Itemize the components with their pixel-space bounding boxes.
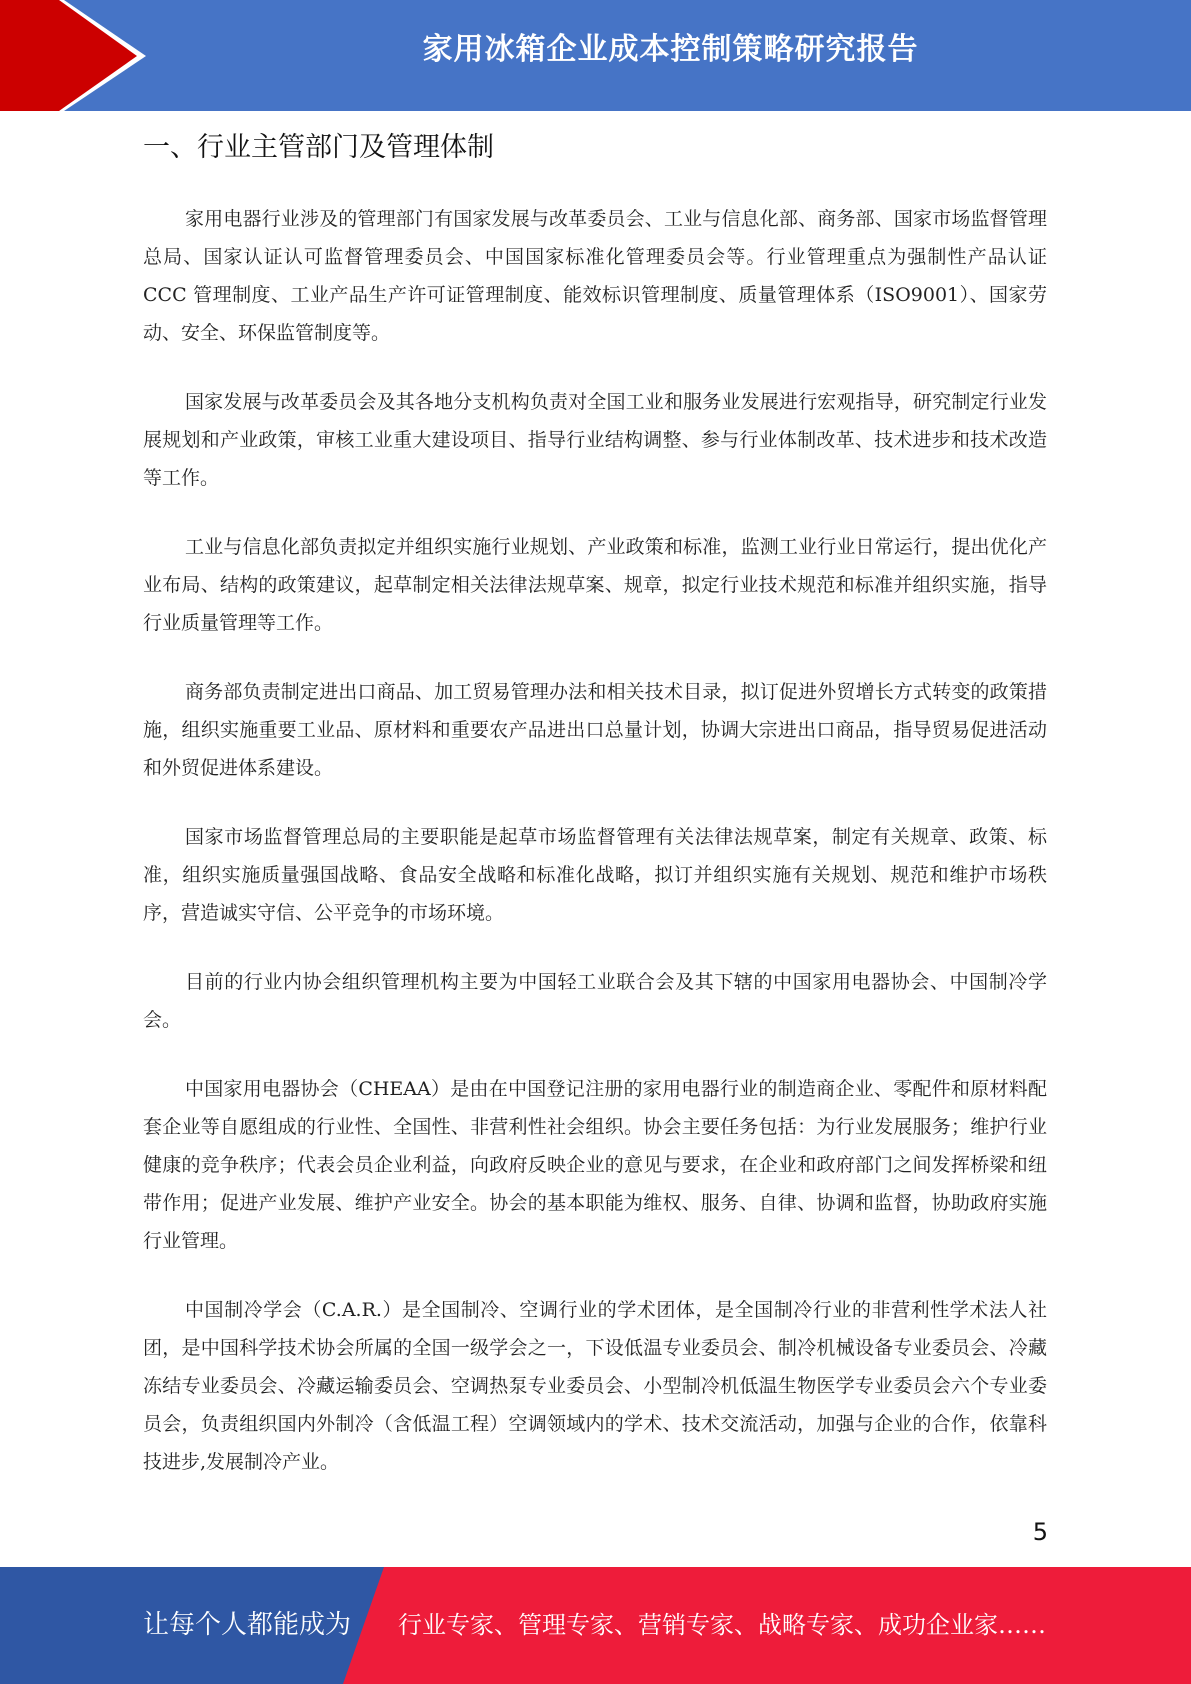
main-content [143,128,1047,1512]
page-number: 5 [1032,1518,1048,1546]
paragraph-3: 工业与信息化部负责拟定并组织实施行业规划、产业政策和标准，监测工业行业日常运行，提出优化产业布局、结构的政策建议，起草制定相关法律法规草案、规章，拟定行业技术规范和标准并组织实施，指导行业质量管理等工作。 [143,536,1047,634]
paragraph-2: 国家发展与改革委员会及其各地分支机构负责对全国工业和服务业发展进行宏观指导，研究制定行业发展规划和产业政策，审核工业重大建设项目、指导行业结构调整、参与行业体制改革、技术进步和技术改造等工作。 [143,391,1047,489]
paragraph-6: 目前的行业内协会组织管理机构主要为中国轻工业联合会及其下辖的中国家用电器协会、中国制冷学会。 [143,971,1047,1031]
paragraph-5: 国家市场监督管理总局的主要职能是起草市场监督管理有关法律法规草案，制定有关规章、政策、标准，组织实施质量强国战略、食品安全战略和标准化战略，拟订并组织实施有关规划、规范和维护市场秩序，营造诚实守信、公平竞争的市场环境。 [143,826,1047,924]
footer-slogan-left: 让每个人都能成为 [143,1610,352,1640]
paragraph-1: 家用电器行业涉及的管理部门有国家发展与改革委员会、工业与信息化部、商务部、国家市场监督管理总局、国家认证认可监督管理委员会、中国国家标准化管理委员会等。行业管理重点为强制性产品认证 CCC 管理制度、工业产品生产许可证管理制度、能效标识管理制度、质量管理体系（ISO9001）、国家劳动、安全、环保监管制度等。 [143,208,1047,344]
footer-slogan-right: 行业专家、管理专家、营销专家、战略专家、成功企业家…… [398,1611,1046,1639]
page-footer [0,1567,1191,1684]
paragraph-4: 商务部负责制定进出口商品、加工贸易管理办法和相关技术目录，拟订促进外贸增长方式转变的政策措施，组织实施重要工业品、原材料和重要农产品进出口总量计划，协调大宗进出口商品，指导贸易促进活动和外贸促进体系建设。 [143,681,1047,779]
document-title: 家用冰箱企业成本控制策略研究报告 [422,32,919,67]
section-heading: 一、行业主管部门及管理体制 [143,132,494,163]
paragraph-8: 中国制冷学会（C.A.R.）是全国制冷、空调行业的学术团体，是全国制冷行业的非营利性学术法人社团，是中国科学技术协会所属的全国一级学会之一，下设低温专业委员会、制冷机械设备专业委员会、冷藏冻结专业委员会、冷藏运输委员会、空调热泵专业委员会、小型制冷机低温生物医学专业委员会六个专业委员会，负责组织国内外制冷（含低温工程）空调领域内的学术、技术交流活动，加强与企业的合作，依靠科技进步,发展制冷产业。 [143,1299,1047,1473]
page-header [0,0,1191,111]
paragraph-7: 中国家用电器协会（CHEAA）是由在中国登记注册的家用电器行业的制造商企业、零配件和原材料配套企业等自愿组成的行业性、全国性、非营利性社会组织。协会主要任务包括：为行业发展服务；维护行业健康的竞争秩序；代表会员企业利益，向政府反映企业的意见与要求，在企业和政府部门之间发挥桥梁和纽带作用；促进产业发展、维护产业安全。协会的基本职能为维权、服务、自律、协调和监督，协助政府实施行业管理。 [143,1078,1047,1252]
